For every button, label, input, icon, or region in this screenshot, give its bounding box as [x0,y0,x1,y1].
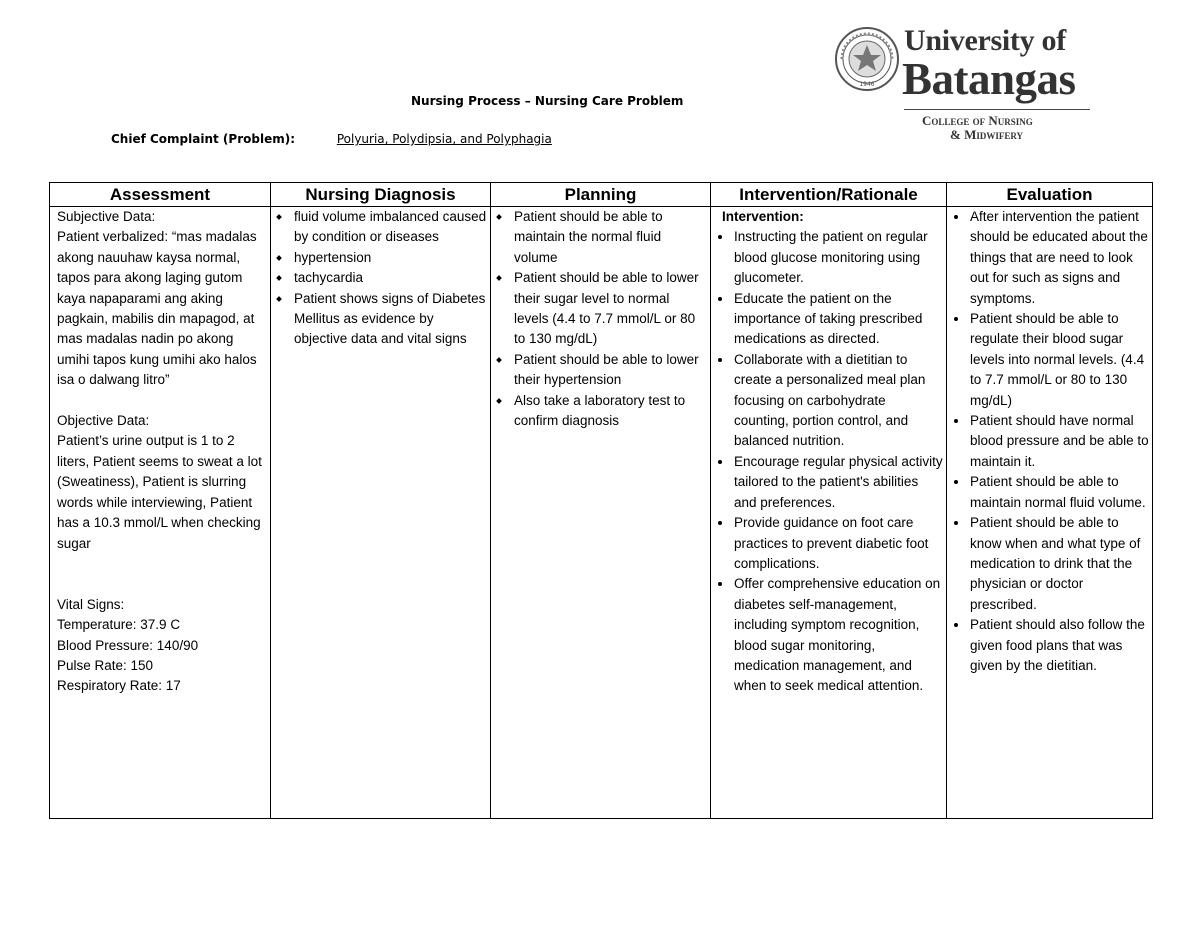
chief-complaint-label: Chief Complaint (Problem): [111,132,295,146]
assessment-cell [50,207,271,819]
column-header-assessment: Assessment [50,183,271,207]
assessment-text: Subjective Data: Patient verbalized: “mas madalas akong nauuhaw kaysa normal, tapos para akong laging gutom kaya napaparami ang aking pagkain, mabilis din mapagod, at mas madalas nadin po akong umihi tapos kung umihi ako halos isa o dalwang litro” Objective Data: Patient’s urine output is 1 to 2 liters, Patient seems to sweat a lot (Sweatiness), Patient is slurring words while interviewing, Patient has a 10.3 mmol/L when checking sugar Vital Signs: Temperature: 37.9 C Blood Pressure: 140/90 Pulse Rate: 150 Respiratory Rate: 17 [57,209,262,694]
evaluation-cell [947,207,1153,819]
list-item: Provide guidance on foot care practices to prevent diabetic foot complications. [711,513,943,574]
diagnosis-cell [271,207,491,819]
list-item: Also take a laboratory test to confirm diagnosis [491,391,707,432]
column-header-planning: Planning [491,183,711,207]
list-item: Patient shows signs of Diabetes Mellitus as evidence by objective data and vital signs [271,289,487,350]
list-item: Patient should be able to maintain the normal fluid volume [491,207,707,268]
logo-university-of: University of [904,24,1066,57]
list-item: Patient should be able to know when and what type of medication to drink that the physician or doctor prescribed. [947,513,1149,615]
document-title: Nursing Process – Nursing Care Problem [411,94,684,108]
planning-cell [491,207,711,819]
list-item: Patient should have normal blood pressure and be able to maintain it. [947,411,1149,472]
logo-batangas: Batangas [902,54,1076,104]
logo-college: College of Nursing [922,113,1033,128]
list-item: hypertension [271,248,487,268]
table-header-row [50,183,1153,207]
column-header-evaluation: Evaluation [947,183,1153,207]
evaluation-list [947,207,1149,676]
table-row [50,207,1153,819]
university-logo [834,24,1096,146]
university-seal-icon [834,26,900,92]
list-item: Patient should also follow the given food plans that was given by the dietitian. [947,615,1149,676]
intervention-heading: Intervention: [722,209,804,224]
chief-complaint [111,132,594,146]
list-item: After intervention the patient should be educated about the things that are need to look out for such as signs and symptoms. [947,207,1149,309]
list-item: Patient should be able to lower their sugar level to normal levels (4.4 to 7.7 mmol/L or 80 to 130 mg/dL) [491,268,707,350]
list-item: Patient should be able to lower their hypertension [491,350,707,391]
seal-year: 1946 [859,81,875,88]
chief-complaint-value: Polyuria, Polydipsia, and Polyphagia [336,132,552,146]
list-item: Collaborate with a dietitian to create a personalized meal plan focusing on carbohydrate counting, portion control, and balanced nutrition. [711,350,943,452]
list-item: Offer comprehensive education on diabetes self-management, including symptom recognition, blood sugar monitoring, medication management, and when to seek medical attention. [711,574,943,696]
list-item: fluid volume imbalanced caused by condition or diseases [271,207,487,248]
planning-list [491,207,707,431]
diagnosis-list [271,207,487,350]
list-item: tachycardia [271,268,487,288]
column-header-nursing-diagnosis: Nursing Diagnosis [271,183,491,207]
list-item: Patient should be able to regulate their blood sugar levels into normal levels. (4.4 to 7.7 mmol/L or 80 to 130 mg/dL) [947,309,1149,411]
intervention-cell [711,207,947,819]
list-item: Educate the patient on the importance of taking prescribed medications as directed. [711,289,943,350]
list-item: Encourage regular physical activity tailored to the patient's abilities and preferences. [711,452,943,513]
intervention-list [711,227,943,696]
nursing-care-table [49,182,1153,819]
list-item: Instructing the patient on regular blood glucose monitoring using glucometer. [711,227,943,288]
logo-midwifery: & Midwifery [950,127,1024,142]
list-item: Patient should be able to maintain normal fluid volume. [947,472,1149,513]
column-header-intervention: Intervention/Rationale [711,183,947,207]
logo-divider [904,109,1090,110]
